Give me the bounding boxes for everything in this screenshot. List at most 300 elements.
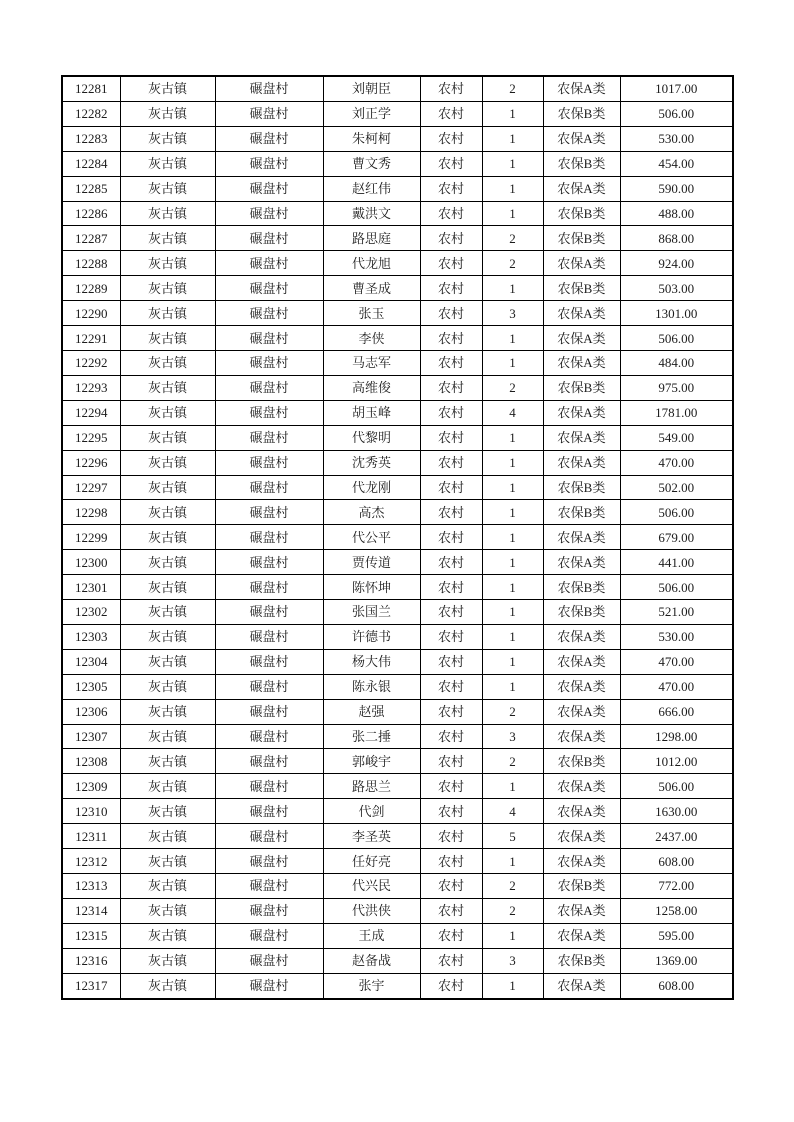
cell-insurance-type: 农保A类 xyxy=(543,251,620,276)
cell-insurance-type: 农保A类 xyxy=(543,923,620,948)
cell-person-name: 胡玉峰 xyxy=(323,400,420,425)
cell-insurance-type: 农保A类 xyxy=(543,973,620,998)
cell-amount: 488.00 xyxy=(620,201,733,226)
table-row xyxy=(62,201,733,226)
cell-insurance-type: 农保B类 xyxy=(543,375,620,400)
cell-household-count: 5 xyxy=(482,824,543,849)
cell-record-id: 12299 xyxy=(62,525,120,550)
cell-category: 农村 xyxy=(420,425,482,450)
table-row xyxy=(62,375,733,400)
cell-record-id: 12296 xyxy=(62,450,120,475)
cell-town: 灰古镇 xyxy=(120,973,215,998)
cell-amount: 924.00 xyxy=(620,251,733,276)
cell-town: 灰古镇 xyxy=(120,400,215,425)
cell-person-name: 路思兰 xyxy=(323,774,420,799)
cell-amount: 470.00 xyxy=(620,674,733,699)
cell-household-count: 2 xyxy=(482,749,543,774)
cell-town: 灰古镇 xyxy=(120,749,215,774)
cell-household-count: 1 xyxy=(482,849,543,874)
benefit-records-table xyxy=(61,75,734,1000)
cell-town: 灰古镇 xyxy=(120,923,215,948)
cell-amount: 1017.00 xyxy=(620,76,733,101)
cell-amount: 590.00 xyxy=(620,176,733,201)
cell-amount: 484.00 xyxy=(620,350,733,375)
cell-category: 农村 xyxy=(420,699,482,724)
cell-person-name: 沈秀英 xyxy=(323,450,420,475)
cell-town: 灰古镇 xyxy=(120,799,215,824)
cell-category: 农村 xyxy=(420,226,482,251)
cell-category: 农村 xyxy=(420,151,482,176)
cell-record-id: 12284 xyxy=(62,151,120,176)
table-row xyxy=(62,550,733,575)
cell-household-count: 1 xyxy=(482,600,543,625)
cell-household-count: 1 xyxy=(482,550,543,575)
table-row xyxy=(62,500,733,525)
cell-category: 农村 xyxy=(420,624,482,649)
cell-record-id: 12316 xyxy=(62,948,120,973)
cell-amount: 506.00 xyxy=(620,101,733,126)
cell-person-name: 李圣英 xyxy=(323,824,420,849)
table-row xyxy=(62,898,733,923)
cell-insurance-type: 农保A类 xyxy=(543,699,620,724)
cell-insurance-type: 农保A类 xyxy=(543,400,620,425)
cell-category: 农村 xyxy=(420,126,482,151)
cell-record-id: 12283 xyxy=(62,126,120,151)
table-row xyxy=(62,101,733,126)
cell-town: 灰古镇 xyxy=(120,425,215,450)
cell-household-count: 4 xyxy=(482,400,543,425)
cell-insurance-type: 农保A类 xyxy=(543,425,620,450)
cell-amount: 549.00 xyxy=(620,425,733,450)
cell-amount: 503.00 xyxy=(620,276,733,301)
cell-household-count: 1 xyxy=(482,450,543,475)
cell-person-name: 路思庭 xyxy=(323,226,420,251)
cell-amount: 506.00 xyxy=(620,774,733,799)
cell-town: 灰古镇 xyxy=(120,624,215,649)
cell-insurance-type: 农保B类 xyxy=(543,151,620,176)
cell-town: 灰古镇 xyxy=(120,301,215,326)
cell-town: 灰古镇 xyxy=(120,201,215,226)
cell-town: 灰古镇 xyxy=(120,475,215,500)
cell-town: 灰古镇 xyxy=(120,898,215,923)
cell-category: 农村 xyxy=(420,898,482,923)
cell-amount: 2437.00 xyxy=(620,824,733,849)
cell-insurance-type: 农保A类 xyxy=(543,724,620,749)
cell-insurance-type: 农保B类 xyxy=(543,749,620,774)
cell-town: 灰古镇 xyxy=(120,126,215,151)
table-row xyxy=(62,326,733,351)
cell-household-count: 1 xyxy=(482,201,543,226)
cell-town: 灰古镇 xyxy=(120,649,215,674)
cell-record-id: 12297 xyxy=(62,475,120,500)
cell-town: 灰古镇 xyxy=(120,824,215,849)
cell-town: 灰古镇 xyxy=(120,326,215,351)
cell-person-name: 陈怀坤 xyxy=(323,575,420,600)
table-row xyxy=(62,450,733,475)
cell-record-id: 12294 xyxy=(62,400,120,425)
cell-village: 碾盘村 xyxy=(215,301,323,326)
cell-village: 碾盘村 xyxy=(215,76,323,101)
cell-record-id: 12295 xyxy=(62,425,120,450)
cell-person-name: 郭峻宇 xyxy=(323,749,420,774)
cell-village: 碾盘村 xyxy=(215,849,323,874)
cell-person-name: 高杰 xyxy=(323,500,420,525)
cell-amount: 470.00 xyxy=(620,450,733,475)
cell-amount: 1298.00 xyxy=(620,724,733,749)
cell-village: 碾盘村 xyxy=(215,151,323,176)
cell-village: 碾盘村 xyxy=(215,600,323,625)
cell-household-count: 2 xyxy=(482,699,543,724)
cell-household-count: 2 xyxy=(482,251,543,276)
cell-town: 灰古镇 xyxy=(120,674,215,699)
cell-person-name: 张二捶 xyxy=(323,724,420,749)
cell-town: 灰古镇 xyxy=(120,375,215,400)
table-row xyxy=(62,624,733,649)
cell-person-name: 赵备战 xyxy=(323,948,420,973)
cell-record-id: 12292 xyxy=(62,350,120,375)
cell-category: 农村 xyxy=(420,76,482,101)
cell-category: 农村 xyxy=(420,450,482,475)
cell-person-name: 刘正学 xyxy=(323,101,420,126)
cell-household-count: 4 xyxy=(482,799,543,824)
cell-insurance-type: 农保A类 xyxy=(543,774,620,799)
cell-person-name: 贾传道 xyxy=(323,550,420,575)
cell-household-count: 3 xyxy=(482,301,543,326)
cell-household-count: 1 xyxy=(482,425,543,450)
table-row xyxy=(62,799,733,824)
table-row xyxy=(62,824,733,849)
cell-record-id: 12314 xyxy=(62,898,120,923)
cell-insurance-type: 农保B类 xyxy=(543,575,620,600)
cell-amount: 1301.00 xyxy=(620,301,733,326)
cell-person-name: 朱柯柯 xyxy=(323,126,420,151)
cell-town: 灰古镇 xyxy=(120,699,215,724)
table-row xyxy=(62,575,733,600)
cell-town: 灰古镇 xyxy=(120,849,215,874)
cell-household-count: 1 xyxy=(482,126,543,151)
cell-record-id: 12291 xyxy=(62,326,120,351)
cell-amount: 975.00 xyxy=(620,375,733,400)
cell-category: 农村 xyxy=(420,923,482,948)
cell-person-name: 张国兰 xyxy=(323,600,420,625)
cell-town: 灰古镇 xyxy=(120,151,215,176)
cell-household-count: 3 xyxy=(482,724,543,749)
table-row xyxy=(62,76,733,101)
cell-category: 农村 xyxy=(420,649,482,674)
cell-record-id: 12312 xyxy=(62,849,120,874)
cell-village: 碾盘村 xyxy=(215,824,323,849)
table-row xyxy=(62,276,733,301)
cell-town: 灰古镇 xyxy=(120,350,215,375)
cell-insurance-type: 农保A类 xyxy=(543,350,620,375)
cell-insurance-type: 农保A类 xyxy=(543,824,620,849)
cell-person-name: 曹文秀 xyxy=(323,151,420,176)
cell-amount: 595.00 xyxy=(620,923,733,948)
cell-household-count: 1 xyxy=(482,500,543,525)
cell-town: 灰古镇 xyxy=(120,575,215,600)
cell-village: 碾盘村 xyxy=(215,923,323,948)
cell-insurance-type: 农保A类 xyxy=(543,126,620,151)
cell-category: 农村 xyxy=(420,101,482,126)
cell-amount: 521.00 xyxy=(620,600,733,625)
cell-household-count: 2 xyxy=(482,226,543,251)
cell-person-name: 张宇 xyxy=(323,973,420,998)
cell-town: 灰古镇 xyxy=(120,724,215,749)
cell-household-count: 1 xyxy=(482,774,543,799)
table-row xyxy=(62,525,733,550)
cell-town: 灰古镇 xyxy=(120,251,215,276)
cell-insurance-type: 农保B类 xyxy=(543,276,620,301)
cell-insurance-type: 农保A类 xyxy=(543,898,620,923)
cell-insurance-type: 农保A类 xyxy=(543,674,620,699)
table-row xyxy=(62,226,733,251)
cell-household-count: 1 xyxy=(482,923,543,948)
table-row xyxy=(62,849,733,874)
cell-village: 碾盘村 xyxy=(215,575,323,600)
table-row xyxy=(62,749,733,774)
cell-village: 碾盘村 xyxy=(215,550,323,575)
cell-person-name: 杨大伟 xyxy=(323,649,420,674)
cell-village: 碾盘村 xyxy=(215,799,323,824)
cell-record-id: 12308 xyxy=(62,749,120,774)
cell-person-name: 代公平 xyxy=(323,525,420,550)
cell-village: 碾盘村 xyxy=(215,649,323,674)
cell-household-count: 1 xyxy=(482,176,543,201)
cell-record-id: 12289 xyxy=(62,276,120,301)
cell-record-id: 12293 xyxy=(62,375,120,400)
cell-household-count: 1 xyxy=(482,350,543,375)
cell-person-name: 高维俊 xyxy=(323,375,420,400)
table-row xyxy=(62,425,733,450)
cell-village: 碾盘村 xyxy=(215,450,323,475)
cell-category: 农村 xyxy=(420,724,482,749)
cell-insurance-type: 农保A类 xyxy=(543,550,620,575)
cell-town: 灰古镇 xyxy=(120,874,215,899)
cell-amount: 441.00 xyxy=(620,550,733,575)
cell-insurance-type: 农保A类 xyxy=(543,326,620,351)
cell-record-id: 12302 xyxy=(62,600,120,625)
cell-category: 农村 xyxy=(420,201,482,226)
cell-amount: 608.00 xyxy=(620,849,733,874)
cell-record-id: 12287 xyxy=(62,226,120,251)
cell-town: 灰古镇 xyxy=(120,600,215,625)
cell-insurance-type: 农保B类 xyxy=(543,201,620,226)
cell-village: 碾盘村 xyxy=(215,326,323,351)
cell-household-count: 1 xyxy=(482,276,543,301)
cell-person-name: 曹圣成 xyxy=(323,276,420,301)
table-row xyxy=(62,923,733,948)
cell-insurance-type: 农保A类 xyxy=(543,624,620,649)
cell-town: 灰古镇 xyxy=(120,500,215,525)
cell-town: 灰古镇 xyxy=(120,774,215,799)
table-row xyxy=(62,874,733,899)
benefit-records-table-body xyxy=(62,76,733,999)
cell-village: 碾盘村 xyxy=(215,874,323,899)
cell-amount: 1781.00 xyxy=(620,400,733,425)
cell-village: 碾盘村 xyxy=(215,724,323,749)
cell-person-name: 李侠 xyxy=(323,326,420,351)
cell-village: 碾盘村 xyxy=(215,475,323,500)
cell-record-id: 12286 xyxy=(62,201,120,226)
cell-amount: 530.00 xyxy=(620,624,733,649)
cell-village: 碾盘村 xyxy=(215,375,323,400)
table-row xyxy=(62,948,733,973)
cell-category: 农村 xyxy=(420,600,482,625)
cell-village: 碾盘村 xyxy=(215,973,323,998)
cell-record-id: 12313 xyxy=(62,874,120,899)
cell-category: 农村 xyxy=(420,575,482,600)
cell-household-count: 2 xyxy=(482,375,543,400)
cell-village: 碾盘村 xyxy=(215,699,323,724)
cell-person-name: 陈永银 xyxy=(323,674,420,699)
cell-record-id: 12317 xyxy=(62,973,120,998)
table-row xyxy=(62,400,733,425)
table-row xyxy=(62,176,733,201)
table-row xyxy=(62,301,733,326)
cell-household-count: 1 xyxy=(482,624,543,649)
cell-category: 农村 xyxy=(420,550,482,575)
cell-person-name: 代剑 xyxy=(323,799,420,824)
cell-amount: 506.00 xyxy=(620,326,733,351)
cell-insurance-type: 农保A类 xyxy=(543,649,620,674)
cell-amount: 1369.00 xyxy=(620,948,733,973)
cell-town: 灰古镇 xyxy=(120,525,215,550)
cell-person-name: 任好亮 xyxy=(323,849,420,874)
cell-village: 碾盘村 xyxy=(215,276,323,301)
cell-village: 碾盘村 xyxy=(215,176,323,201)
cell-household-count: 1 xyxy=(482,649,543,674)
cell-person-name: 戴洪文 xyxy=(323,201,420,226)
cell-category: 农村 xyxy=(420,375,482,400)
cell-village: 碾盘村 xyxy=(215,400,323,425)
cell-insurance-type: 农保B类 xyxy=(543,600,620,625)
cell-village: 碾盘村 xyxy=(215,749,323,774)
cell-insurance-type: 农保B类 xyxy=(543,500,620,525)
cell-category: 农村 xyxy=(420,874,482,899)
cell-person-name: 代龙旭 xyxy=(323,251,420,276)
cell-person-name: 张玉 xyxy=(323,301,420,326)
cell-village: 碾盘村 xyxy=(215,674,323,699)
table-row xyxy=(62,724,733,749)
cell-category: 农村 xyxy=(420,350,482,375)
cell-insurance-type: 农保A类 xyxy=(543,176,620,201)
cell-person-name: 赵红伟 xyxy=(323,176,420,201)
cell-household-count: 2 xyxy=(482,898,543,923)
table-row xyxy=(62,251,733,276)
cell-category: 农村 xyxy=(420,276,482,301)
cell-record-id: 12298 xyxy=(62,500,120,525)
cell-household-count: 1 xyxy=(482,575,543,600)
cell-category: 农村 xyxy=(420,475,482,500)
cell-household-count: 1 xyxy=(482,973,543,998)
cell-insurance-type: 农保B类 xyxy=(543,948,620,973)
cell-record-id: 12303 xyxy=(62,624,120,649)
table-row xyxy=(62,674,733,699)
table-row xyxy=(62,699,733,724)
table-row xyxy=(62,475,733,500)
cell-category: 农村 xyxy=(420,948,482,973)
cell-insurance-type: 农保B类 xyxy=(543,874,620,899)
cell-category: 农村 xyxy=(420,176,482,201)
cell-amount: 679.00 xyxy=(620,525,733,550)
cell-town: 灰古镇 xyxy=(120,948,215,973)
cell-person-name: 赵强 xyxy=(323,699,420,724)
cell-person-name: 马志军 xyxy=(323,350,420,375)
cell-insurance-type: 农保B类 xyxy=(543,475,620,500)
cell-record-id: 12306 xyxy=(62,699,120,724)
cell-person-name: 代兴民 xyxy=(323,874,420,899)
cell-village: 碾盘村 xyxy=(215,624,323,649)
cell-category: 农村 xyxy=(420,849,482,874)
cell-record-id: 12300 xyxy=(62,550,120,575)
table-row xyxy=(62,600,733,625)
cell-record-id: 12305 xyxy=(62,674,120,699)
cell-household-count: 1 xyxy=(482,475,543,500)
cell-record-id: 12285 xyxy=(62,176,120,201)
cell-town: 灰古镇 xyxy=(120,550,215,575)
cell-household-count: 1 xyxy=(482,525,543,550)
cell-amount: 868.00 xyxy=(620,226,733,251)
cell-town: 灰古镇 xyxy=(120,76,215,101)
cell-amount: 666.00 xyxy=(620,699,733,724)
cell-town: 灰古镇 xyxy=(120,176,215,201)
cell-village: 碾盘村 xyxy=(215,948,323,973)
table-row xyxy=(62,973,733,998)
cell-town: 灰古镇 xyxy=(120,226,215,251)
cell-insurance-type: 农保A类 xyxy=(543,76,620,101)
cell-category: 农村 xyxy=(420,301,482,326)
cell-amount: 506.00 xyxy=(620,500,733,525)
cell-village: 碾盘村 xyxy=(215,101,323,126)
cell-record-id: 12315 xyxy=(62,923,120,948)
cell-record-id: 12309 xyxy=(62,774,120,799)
cell-insurance-type: 农保B类 xyxy=(543,101,620,126)
cell-person-name: 代龙刚 xyxy=(323,475,420,500)
cell-category: 农村 xyxy=(420,326,482,351)
cell-amount: 1258.00 xyxy=(620,898,733,923)
cell-record-id: 12304 xyxy=(62,649,120,674)
cell-category: 农村 xyxy=(420,400,482,425)
cell-category: 农村 xyxy=(420,973,482,998)
cell-town: 灰古镇 xyxy=(120,276,215,301)
table-row xyxy=(62,350,733,375)
cell-town: 灰古镇 xyxy=(120,101,215,126)
cell-record-id: 12310 xyxy=(62,799,120,824)
cell-town: 灰古镇 xyxy=(120,450,215,475)
table-row xyxy=(62,151,733,176)
cell-category: 农村 xyxy=(420,799,482,824)
cell-record-id: 12288 xyxy=(62,251,120,276)
cell-category: 农村 xyxy=(420,251,482,276)
cell-amount: 502.00 xyxy=(620,475,733,500)
cell-household-count: 3 xyxy=(482,948,543,973)
cell-person-name: 代黎明 xyxy=(323,425,420,450)
cell-insurance-type: 农保A类 xyxy=(543,849,620,874)
cell-village: 碾盘村 xyxy=(215,201,323,226)
cell-village: 碾盘村 xyxy=(215,898,323,923)
table-row xyxy=(62,649,733,674)
cell-record-id: 12301 xyxy=(62,575,120,600)
cell-insurance-type: 农保A类 xyxy=(543,450,620,475)
cell-amount: 1630.00 xyxy=(620,799,733,824)
cell-category: 农村 xyxy=(420,674,482,699)
cell-person-name: 许德书 xyxy=(323,624,420,649)
cell-record-id: 12307 xyxy=(62,724,120,749)
cell-village: 碾盘村 xyxy=(215,251,323,276)
cell-category: 农村 xyxy=(420,525,482,550)
cell-village: 碾盘村 xyxy=(215,226,323,251)
cell-record-id: 12290 xyxy=(62,301,120,326)
